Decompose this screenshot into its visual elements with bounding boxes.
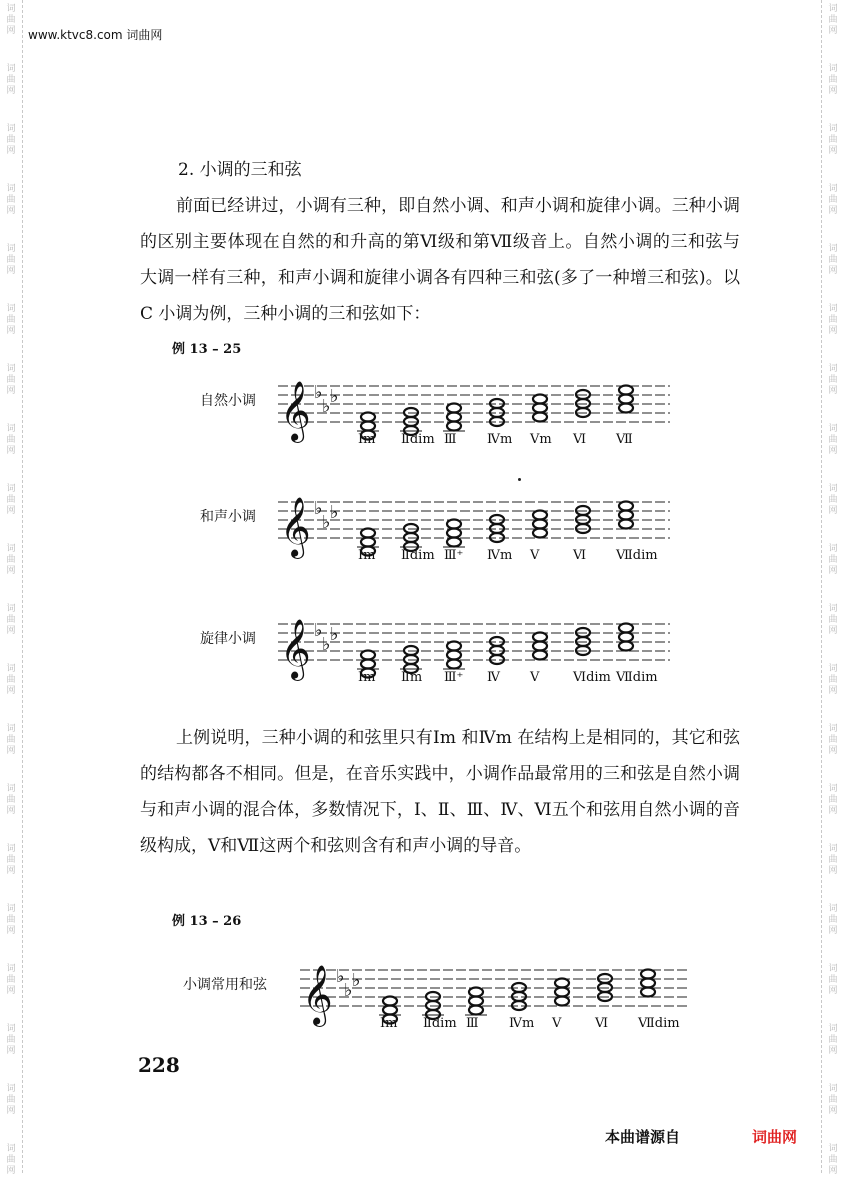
watermark-char: 网 xyxy=(828,866,838,876)
watermark-char: 曲 xyxy=(828,615,838,625)
watermark-glyph xyxy=(4,4,18,37)
watermark-char: 词 xyxy=(6,964,16,974)
watermark-char: 网 xyxy=(6,926,16,936)
watermark-glyph xyxy=(826,844,840,877)
watermark-char: 词 xyxy=(828,544,838,554)
chord-note xyxy=(533,511,547,520)
watermark-char: 网 xyxy=(6,686,16,696)
watermark-char: 网 xyxy=(828,566,838,576)
footer-source-text: 本曲谱源自 xyxy=(605,1128,681,1146)
watermark-char: 网 xyxy=(828,806,838,816)
watermark-char: 曲 xyxy=(6,495,16,505)
watermark-char: 曲 xyxy=(6,855,16,865)
chord-label: Ⅴ xyxy=(530,548,540,563)
watermark-char: 曲 xyxy=(828,435,838,445)
watermark-char: 曲 xyxy=(828,255,838,265)
flat-sign-icon: ♭ xyxy=(314,498,323,519)
music-staff xyxy=(278,610,670,686)
watermark-char: 词 xyxy=(6,424,16,434)
chord-label: Ⅵdim xyxy=(573,670,611,685)
watermark-char: 曲 xyxy=(828,795,838,805)
chord-note xyxy=(361,431,375,440)
watermark-char: 网 xyxy=(828,86,838,96)
watermark-glyph xyxy=(826,1144,840,1177)
watermark-char: 词 xyxy=(6,604,16,614)
chord-note xyxy=(555,979,569,988)
watermark-glyph xyxy=(826,1084,840,1117)
chord-note xyxy=(533,413,547,422)
watermark-glyph xyxy=(826,304,840,337)
staff-row xyxy=(0,610,844,720)
watermark-char: 词 xyxy=(6,784,16,794)
flat-sign-icon: ♭ xyxy=(322,512,331,533)
chord-label: Ⅳ xyxy=(487,670,500,685)
watermark-char: 曲 xyxy=(6,75,16,85)
watermark-char: 网 xyxy=(828,686,838,696)
watermark-char: 词 xyxy=(828,244,838,254)
watermark-char: 词 xyxy=(6,64,16,74)
staff-name: 小调常用和弦 xyxy=(183,977,267,993)
watermark-glyph xyxy=(4,244,18,277)
example-13-25-label: 例 13 – 25 xyxy=(172,342,242,357)
watermark-char: 曲 xyxy=(828,735,838,745)
watermark-char: 曲 xyxy=(828,315,838,325)
watermark-glyph xyxy=(4,184,18,217)
watermark-char: 曲 xyxy=(6,255,16,265)
watermark-char: 网 xyxy=(828,446,838,456)
chord-label: Ⅰm xyxy=(358,432,376,447)
chord-note xyxy=(447,422,461,431)
paragraph-1-text: 前面已经讲过，小调有三种，即自然小调、和声小调和旋律小调。三种小调的区别主要体现在自然的和升高的第Ⅵ级和第Ⅶ级音上。自然小调的三和弦与大调一样有三种，和声小调和旋律小调各有四种三和弦(多了一种增三和弦)。以 C 小调为例，三种小调的三和弦如下： xyxy=(140,196,740,324)
watermark-char: 网 xyxy=(6,266,16,276)
treble-clef-icon: 𝄞 xyxy=(302,965,333,1025)
watermark-char: 网 xyxy=(6,1106,16,1116)
chord-label: Ⅶ xyxy=(616,432,633,447)
watermark-char: 曲 xyxy=(828,915,838,925)
watermark-glyph xyxy=(4,64,18,97)
chord-note xyxy=(619,386,633,395)
watermark-char: 词 xyxy=(828,1084,838,1094)
watermark-char: 曲 xyxy=(6,375,16,385)
watermark-char: 词 xyxy=(828,964,838,974)
watermark-char: 词 xyxy=(828,904,838,914)
watermark-glyph xyxy=(826,4,840,37)
chord-note xyxy=(361,547,375,556)
watermark-char: 网 xyxy=(6,746,16,756)
flat-sign-icon: ♭ xyxy=(352,970,361,991)
chord-note xyxy=(641,988,655,997)
watermark-glyph xyxy=(4,784,18,817)
watermark-glyph xyxy=(826,784,840,817)
chord-note xyxy=(361,538,375,547)
watermark-char: 词 xyxy=(6,844,16,854)
chord-note xyxy=(533,529,547,538)
watermark-char: 网 xyxy=(6,26,16,36)
watermark-char: 曲 xyxy=(6,975,16,985)
music-staff xyxy=(278,488,670,564)
watermark-glyph xyxy=(826,184,840,217)
watermark-char: 词 xyxy=(6,544,16,554)
chord-note xyxy=(619,502,633,511)
watermark-char: 词 xyxy=(828,424,838,434)
watermark-char: 网 xyxy=(6,626,16,636)
watermark-char: 曲 xyxy=(828,135,838,145)
watermark-char: 网 xyxy=(828,1166,838,1176)
chord-note xyxy=(469,1006,483,1015)
watermark-char: 词 xyxy=(828,184,838,194)
watermark-char: 曲 xyxy=(828,855,838,865)
chord-note xyxy=(619,633,633,642)
chord-note xyxy=(641,970,655,979)
flat-sign-icon: ♭ xyxy=(330,386,339,407)
chord-note xyxy=(361,422,375,431)
watermark-char: 词 xyxy=(6,1024,16,1034)
watermark-char: 网 xyxy=(6,386,16,396)
watermark-char: 词 xyxy=(6,724,16,734)
watermark-char: 词 xyxy=(6,904,16,914)
watermark-char: 曲 xyxy=(6,135,16,145)
watermark-char: 曲 xyxy=(6,1095,16,1105)
watermark-char: 网 xyxy=(6,986,16,996)
watermark-char: 曲 xyxy=(828,15,838,25)
watermark-char: 曲 xyxy=(6,195,16,205)
watermark-char: 词 xyxy=(828,484,838,494)
watermark-char: 词 xyxy=(828,724,838,734)
paragraph-2-text: 上例说明，三种小调的和弦里只有Ⅰm 和Ⅳm 在结构上是相同的，其它和弦的结构都各不相同。但是，在音乐实践中，小调作品最常用的三和弦是自然小调与和声小调的混合体，多数情况下，Ⅰ、Ⅱ、Ⅲ、Ⅳ、Ⅵ五个和弦用自然小调的音级构成，Ⅴ和Ⅶ这两个和弦则含有和声小调的导音。 xyxy=(140,728,740,856)
staff-row xyxy=(0,488,844,598)
chord-note xyxy=(533,395,547,404)
watermark-char: 网 xyxy=(6,146,16,156)
watermark-char: 曲 xyxy=(6,1035,16,1045)
chord-note xyxy=(361,529,375,538)
chord-label: Ⅲ xyxy=(466,1016,479,1031)
chord-label: Ⅰm xyxy=(380,1016,398,1031)
chord-label: Ⅲ⁺ xyxy=(444,670,464,685)
watermark-char: 网 xyxy=(6,506,16,516)
footer-brand[interactable]: 词曲网 xyxy=(752,1128,798,1146)
watermark-glyph xyxy=(826,724,840,757)
watermark-glyph xyxy=(4,1144,18,1177)
watermark-char: 词 xyxy=(828,784,838,794)
watermark-char: 曲 xyxy=(828,195,838,205)
chord-note xyxy=(555,997,569,1006)
chord-note xyxy=(469,997,483,1006)
flat-sign-icon: ♭ xyxy=(330,502,339,523)
treble-clef-icon: 𝄞 xyxy=(280,619,311,679)
chord-label: Ⅱm xyxy=(401,670,423,685)
watermark-char: 词 xyxy=(828,664,838,674)
chord-note xyxy=(555,988,569,997)
chord-note xyxy=(361,651,375,660)
chord-note xyxy=(619,404,633,413)
chord-note xyxy=(383,1015,397,1024)
flat-sign-icon: ♭ xyxy=(314,382,323,403)
chord-label: Ⅴ xyxy=(552,1016,562,1031)
watermark-char: 词 xyxy=(6,484,16,494)
watermark-char: 词 xyxy=(6,124,16,134)
watermark-char: 曲 xyxy=(6,315,16,325)
chord-label: Ⅶdim xyxy=(638,1016,680,1031)
watermark-char: 词 xyxy=(828,1024,838,1034)
watermark-glyph xyxy=(4,304,18,337)
staff-name: 旋律小调 xyxy=(200,631,256,647)
flat-sign-icon: ♭ xyxy=(344,980,353,1001)
chord-note xyxy=(447,651,461,660)
chord-label: Ⅱdim xyxy=(401,548,435,563)
watermark-char: 词 xyxy=(828,64,838,74)
chord-note xyxy=(533,642,547,651)
chord-label: Ⅳm xyxy=(487,548,513,563)
chord-note xyxy=(447,538,461,547)
chord-note xyxy=(619,520,633,529)
music-staff xyxy=(300,956,688,1032)
page-number: 228 xyxy=(138,1053,180,1077)
chord-note xyxy=(383,1006,397,1015)
watermark-char: 网 xyxy=(828,146,838,156)
chord-note xyxy=(619,642,633,651)
watermark-char: 词 xyxy=(6,4,16,14)
flat-sign-icon: ♭ xyxy=(336,966,345,987)
flat-sign-icon: ♭ xyxy=(322,634,331,655)
treble-clef-icon: 𝄞 xyxy=(280,497,311,557)
watermark-char: 网 xyxy=(828,1106,838,1116)
watermark-char: 词 xyxy=(6,364,16,374)
watermark-char: 曲 xyxy=(6,615,16,625)
watermark-glyph xyxy=(4,904,18,937)
flat-sign-icon: ♭ xyxy=(322,396,331,417)
watermark-char: 网 xyxy=(6,326,16,336)
watermark-glyph xyxy=(4,124,18,157)
watermark-char: 曲 xyxy=(828,495,838,505)
watermark-char: 词 xyxy=(6,184,16,194)
watermark-char: 词 xyxy=(6,304,16,314)
watermark-char: 网 xyxy=(6,866,16,876)
watermark-char: 网 xyxy=(828,326,838,336)
chord-note xyxy=(619,395,633,404)
example-13-26-label: 例 13 – 26 xyxy=(172,914,242,929)
chord-label: Ⅵ xyxy=(595,1016,609,1031)
watermark-char: 曲 xyxy=(828,1095,838,1105)
chord-label: Ⅶdim xyxy=(616,670,658,685)
watermark-char: 网 xyxy=(6,206,16,216)
watermark-char: 词 xyxy=(6,244,16,254)
watermark-char: 曲 xyxy=(6,795,16,805)
treble-clef-icon: 𝄞 xyxy=(280,381,311,441)
watermark-char: 网 xyxy=(828,746,838,756)
chord-label: Ⅳm xyxy=(509,1016,535,1031)
watermark-char: 网 xyxy=(6,1046,16,1056)
chord-label: Ⅵ xyxy=(573,548,587,563)
watermark-char: 网 xyxy=(828,506,838,516)
watermark-char: 词 xyxy=(828,124,838,134)
chord-note xyxy=(361,413,375,422)
watermark-glyph xyxy=(826,904,840,937)
watermark-char: 曲 xyxy=(6,435,16,445)
chord-note xyxy=(533,520,547,529)
music-staff xyxy=(278,372,670,448)
chord-label: Ⅱdim xyxy=(423,1016,457,1031)
watermark-char: 网 xyxy=(828,1046,838,1056)
watermark-char: 曲 xyxy=(828,555,838,565)
watermark-glyph xyxy=(826,64,840,97)
chord-note xyxy=(533,633,547,642)
chord-note xyxy=(361,660,375,669)
watermark-char: 曲 xyxy=(6,735,16,745)
staff-row xyxy=(0,372,844,482)
watermark-glyph xyxy=(4,844,18,877)
chord-label: Ⅰm xyxy=(358,548,376,563)
watermark-char: 曲 xyxy=(6,1155,16,1165)
watermark-glyph xyxy=(4,724,18,757)
watermark-glyph xyxy=(4,1084,18,1117)
chord-note xyxy=(641,979,655,988)
staff-name: 和声小调 xyxy=(200,509,256,525)
watermark-char: 词 xyxy=(6,1084,16,1094)
chord-note xyxy=(619,624,633,633)
chord-note xyxy=(447,660,461,669)
chord-label: Ⅲ xyxy=(444,432,457,447)
watermark-char: 曲 xyxy=(6,15,16,25)
watermark-char: 网 xyxy=(6,446,16,456)
watermark-char: 曲 xyxy=(828,75,838,85)
paragraph-2 xyxy=(140,720,740,864)
flat-sign-icon: ♭ xyxy=(314,620,323,641)
watermark-char: 词 xyxy=(6,1144,16,1154)
watermark-glyph xyxy=(826,244,840,277)
chord-label: Ⅵ xyxy=(573,432,587,447)
watermark-char: 网 xyxy=(828,266,838,276)
chord-note xyxy=(447,520,461,529)
chord-note xyxy=(447,642,461,651)
watermark-char: 网 xyxy=(828,386,838,396)
watermark-char: 词 xyxy=(828,604,838,614)
watermark-char: 曲 xyxy=(828,1035,838,1045)
chord-label: Ⅴm xyxy=(530,432,552,447)
watermark-char: 网 xyxy=(828,986,838,996)
watermark-char: 网 xyxy=(6,806,16,816)
chord-note xyxy=(361,669,375,678)
watermark-char: 网 xyxy=(828,926,838,936)
watermark-char: 词 xyxy=(828,844,838,854)
watermark-char: 词 xyxy=(828,364,838,374)
staff-name: 自然小调 xyxy=(200,393,256,409)
chord-note xyxy=(533,651,547,660)
watermark-char: 曲 xyxy=(6,675,16,685)
watermark-char: 曲 xyxy=(6,555,16,565)
chord-note xyxy=(447,413,461,422)
watermark-char: 网 xyxy=(828,206,838,216)
chord-label: Ⅴ xyxy=(530,670,540,685)
watermark-char: 词 xyxy=(828,304,838,314)
chord-label: Ⅶdim xyxy=(616,548,658,563)
section-heading: 2. 小调的三和弦 xyxy=(178,160,302,180)
watermark-char: 曲 xyxy=(828,675,838,685)
watermark-char: 词 xyxy=(828,1144,838,1154)
chord-label: Ⅳm xyxy=(487,432,513,447)
flat-sign-icon: ♭ xyxy=(330,624,339,645)
watermark-char: 网 xyxy=(6,1166,16,1176)
chord-label: Ⅱdim xyxy=(401,432,435,447)
watermark-char: 曲 xyxy=(6,915,16,925)
paragraph-1 xyxy=(140,188,740,332)
chord-note xyxy=(383,997,397,1006)
watermark-char: 曲 xyxy=(828,375,838,385)
chord-note xyxy=(469,988,483,997)
watermark-char: 曲 xyxy=(828,975,838,985)
watermark-char: 网 xyxy=(828,626,838,636)
watermark-char: 曲 xyxy=(828,1155,838,1165)
watermark-char: 网 xyxy=(6,566,16,576)
watermark-char: 词 xyxy=(828,4,838,14)
watermark-char: 网 xyxy=(828,26,838,36)
chord-note xyxy=(447,404,461,413)
watermark-glyph xyxy=(826,124,840,157)
site-url[interactable]: www.ktvc8.com 词曲网 xyxy=(28,28,163,42)
chord-label: Ⅲ⁺ xyxy=(444,548,464,563)
chord-note xyxy=(447,529,461,538)
chord-note xyxy=(533,404,547,413)
ink-dot xyxy=(518,478,521,481)
watermark-char: 网 xyxy=(6,86,16,96)
watermark-char: 词 xyxy=(6,664,16,674)
staff-row xyxy=(0,956,844,1066)
chord-label: Ⅰm xyxy=(358,670,376,685)
chord-note xyxy=(619,511,633,520)
